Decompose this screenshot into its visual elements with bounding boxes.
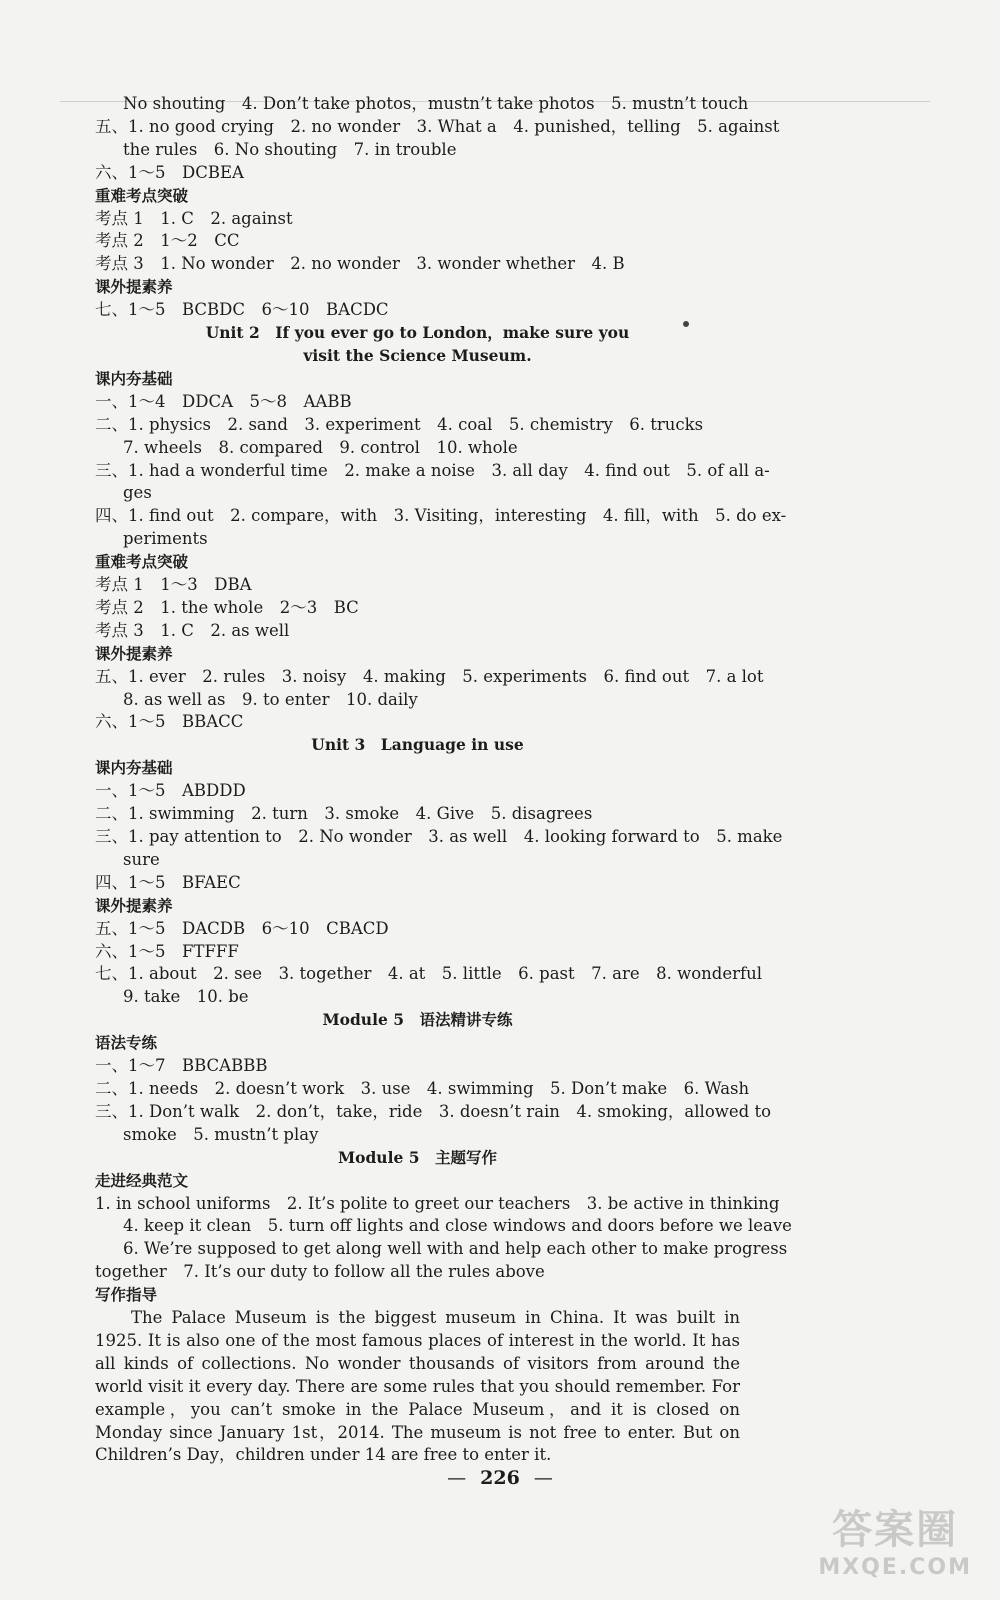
section-heading: 课内夯基础 [95,369,173,388]
sample-essay [95,1307,740,1467]
answer-line: sure [123,849,160,869]
answer-line: 考点 2 1～2 CC [95,231,240,251]
answer-line: 四、1～5 BFAEC [95,872,241,892]
page-number-value: 226 [480,1467,520,1489]
answer-line: 五、1. no good crying 2. no wonder 3. What a 4. punished，telling 5. against [95,116,780,136]
section-heading: 重难考点突破 [95,186,189,205]
answer-line: 二、1. swimming 2. turn 3. smoke 4. Give 5. disagrees [95,804,593,824]
answer-line: smoke 5. mustn’t play [123,1124,319,1144]
answer-line: 考点 3 1. C 2. as well [95,620,290,640]
answer-line: 考点 1 1～3 DBA [95,575,252,595]
dash-left: — [447,1467,467,1489]
answer-line: 考点 3 1. No wonder 2. no wonder 3. wonder whether 4. B [95,254,625,274]
answer-line: 六、1～5 BBACC [95,712,244,732]
answer-line: 四、1. find out 2. compare，with 3. Visiting，interesting 4. fill，with 5. do ex- [95,506,787,526]
answer-line: 考点 1 1. C 2. against [95,208,293,228]
answer-line: 二、1. physics 2. sand 3. experiment 4. coal 5. chemistry 6. trucks [95,414,704,434]
answer-line: 五、1. ever 2. rules 3. noisy 4. making 5. experiments 6. find out 7. a lot [95,666,764,686]
answer-line: together 7. It’s our duty to follow all the rules above [95,1262,545,1282]
answer-line: No shouting 4. Don’t take photos，mustn’t take photos 5. mustn’t touch [123,94,749,113]
unit-title: visit the Science Museum. [303,345,532,365]
essay-paragraph: The Palace Museum is the biggest museum in China. It was built in 1925. It is also one of the most famous places of interest in the world. It has all kinds of collections. No wonder thousands of visitors from around the world visit it every day. There are some rules that you should remember. For example，you can’t smoke in the Palace Museum，and it is closed on Monday since January 1st，2014. The museum is not free to enter. But on Children’s Day，children under 14 are free to enter it. [95,1308,740,1465]
answer-line: 二、1. needs 2. doesn’t work 3. use 4. swimming 5. Don’t make 6. Wash [95,1078,750,1098]
answer-line: 三、1. had a wonderful time 2. make a noise 3. all day 4. find out 5. of all a- [95,460,770,480]
section-heading: 走进经典范文 [95,1171,189,1190]
watermark-logo [818,1498,972,1580]
answer-line: ges [123,483,152,503]
dash-right: — [533,1467,553,1489]
section-heading: 课外提素养 [95,278,173,297]
answer-line: 8. as well as 9. to enter 10. daily [123,689,418,709]
answer-line: periments [123,529,208,549]
answer-line: 六、1～5 DCBEA [95,162,244,182]
module-title: Module 5 主题写作 [337,1147,498,1167]
answer-line: 一、1～4 DDCA 5～8 AABB [95,391,352,411]
section-heading: 课外提素养 [95,896,173,915]
answer-line: 五、1～5 DACDB 6～10 CBACD [95,918,389,938]
answer-content [95,93,792,1467]
answer-line: the rules 6. No shouting 7. in trouble [123,139,457,159]
answer-line: 7. wheels 8. compared 9. control 10. whole [123,437,518,457]
watermark-text: 答案圈 [832,1507,959,1553]
answer-line: 9. take 10. be [123,987,249,1007]
watermark-url: MXQE.COM [818,1555,972,1580]
answer-line: 6. We’re supposed to get along well with and help each other to make progress [123,1239,788,1259]
answer-line: 考点 2 1. the whole 2～3 BC [95,597,359,617]
unit-title: Unit 2 If you ever go to London，make sure you [205,323,630,343]
answer-line: 七、1～5 BCBDC 6～10 BACDC [95,300,389,320]
unit-title: Unit 3 Language in use [311,735,524,755]
answer-line: 一、1～5 ABDDD [95,781,246,801]
section-heading: 课外提素养 [95,644,173,663]
page-number [0,1467,1000,1489]
section-heading: 写作指导 [95,1286,158,1305]
answer-line: 4. keep it clean 5. turn off lights and close windows and doors before we leave [123,1216,792,1236]
answer-line: 一、1～7 BBCABBB [95,1056,268,1076]
answer-line: 七、1. about 2. see 3. together 4. at 5. little 6. past 7. are 8. wonderful [95,964,763,984]
answer-line: 三、1. Don’t walk 2. don’t，take，ride 3. doesn’t rain 4. smoking，allowed to [95,1101,772,1121]
section-heading: 课内夯基础 [95,759,173,778]
answer-line: 六、1～5 FTFFF [95,941,239,961]
section-heading: 重难考点突破 [95,553,189,572]
answer-line: 1. in school uniforms 2. It’s polite to greet our teachers 3. be active in thinking [95,1193,780,1213]
section-heading: 语法专练 [95,1034,158,1053]
module-title: Module 5 语法精讲专练 [322,1010,513,1030]
answer-line: 三、1. pay attention to 2. No wonder 3. as well 4. looking forward to 5. make [95,827,783,846]
